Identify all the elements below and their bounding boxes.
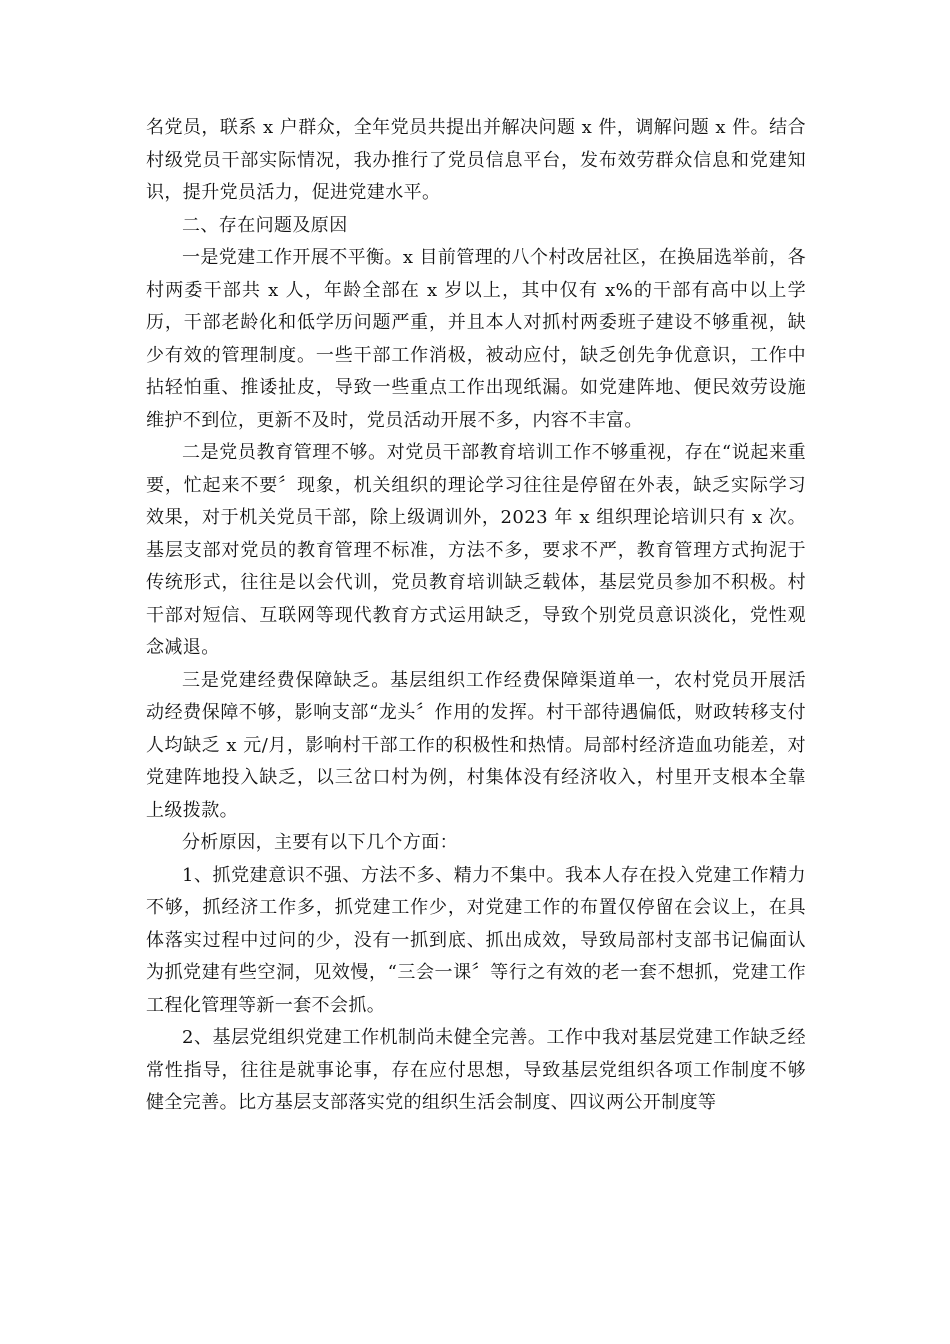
paragraph-imbalance: 一是党建工作开展不平衡。x 目前管理的八个村改居社区，在换届选举前，各村两委干部共 x 人，年龄全部在 x 岁以上，其中仅有 x%的干部有高中以上学历，干部老龄化和低学历问题严重，并且本人对抓村两委班子建设不够重视，缺少有效的管理制度。一些干部工作消极，被动应付，缺乏创先争优意识，工作中拈轻怕重、推诿扯皮，导致一些重点工作出现纸漏。如党建阵地、便民效劳设施维护不到位，更新不及时，党员活动开展不多，内容不丰富。 [146,247,806,431]
paragraph-reason-2: 2、基层党组织党建工作机制尚未健全完善。工作中我对基层党建工作缺乏经常性指导，往往是就事论事，存在应付思想，导致基层党组织各项工作制度不够健全完善。比方基层支部落实党的组织生活会制度、四议两公开制度等 [146,1027,806,1113]
paragraph-analysis-intro: 分析原因，主要有以下几个方面： [182,832,458,853]
paragraph-continuation: 名党员，联系 x 户群众，全年党员共提出并解决问题 x 件，调解问题 x 件。结合村级党员干部实际情况，我办推行了党员信息平台，发布效劳群众信息和党建知识，提升党员活力，促进党建水平。 [146,117,806,203]
paragraph-education: 二是党员教育管理不够。对党员干部教育培训工作不够重视，存在“说起来重要，忙起来不要〞现象，机关组织的理论学习往往是停留在外表，缺乏实际学习效果，对于机关党员干部，除上级调训外，2023 年 x 组织理论培训只有 x 次。基层支部对党员的教育管理不标准，方法不多，要求不严，教育管理方式拘泥于传统形式，往往是以会代训，党员教育培训缺乏载体，基层党员参加不积极。村干部对短信、互联网等现代教育方式运用缺乏，导致个别党员意识淡化，党性观念减退。 [146,442,806,658]
paragraph-funding: 三是党建经费保障缺乏。基层组织工作经费保障渠道单一，农村党员开展活动经费保障不够，影响支部“龙头〞作用的发挥。村干部待遇偏低，财政转移支付人均缺乏 x 元/月，影响村干部工作的积极性和热情。局部村经济造血功能差，对党建阵地投入缺乏，以三岔口村为例，村集体没有经济收入，村里开支根本全靠上级拨款。 [146,669,806,821]
paragraph-reason-1: 1、抓党建意识不强、方法不多、精力不集中。我本人存在投入党建工作精力不够，抓经济工作多，抓党建工作少，对党建工作的布置仅停留在会议上，在具体落实过程中过问的少，没有一抓到底、抓出成效，导致局部村支部书记偏面认为抓党建有些空洞，见效慢，“三会一课〞等行之有效的老一套不想抓，党建工作工程化管理等新一套不会抓。 [146,864,806,1016]
section-heading-problems: 二、存在问题及原因 [182,214,348,236]
document-page [146,112,806,1120]
